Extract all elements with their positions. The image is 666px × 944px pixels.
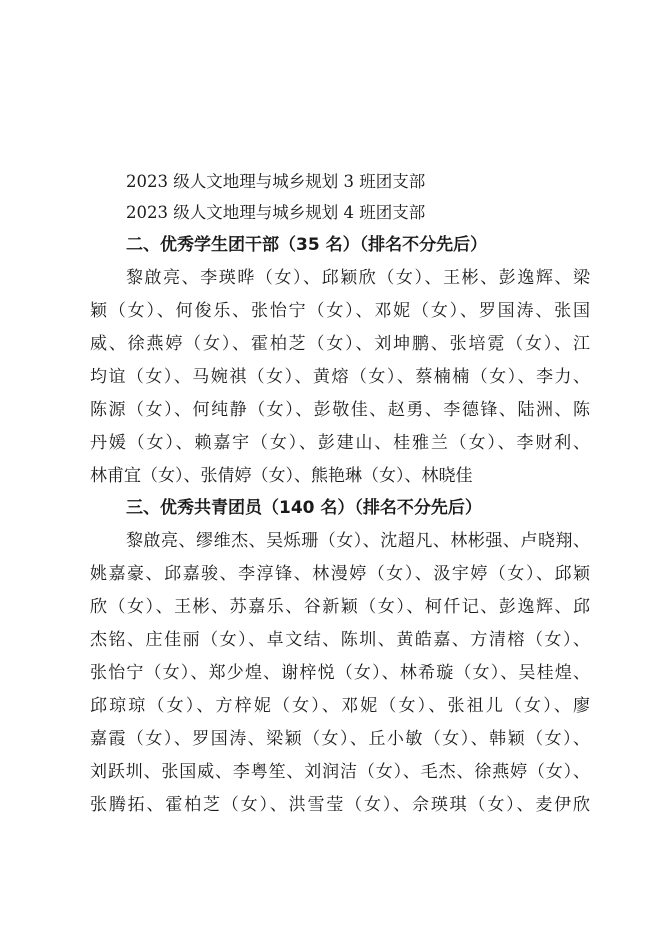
unit-line: 2023 级人文地理与城乡规划 4 班团支部 <box>126 203 426 222</box>
paragraph-line: 张怡宁（女）、郑少煌、谢梓悦（女）、林希璇（女）、吴桂煌、 <box>90 663 590 683</box>
paragraph-line: 丹媛（女）、赖嘉宇（女）、彭建山、桂雅兰（女）、李财利、 <box>90 433 590 453</box>
paragraph-line: 林甫宜（女）、张倩婷（女）、熊艳琳（女）、林晓佳 <box>90 466 473 486</box>
paragraph-line: 嘉霞（女）、罗国涛、梁颖（女）、丘小敏（女）、韩颖（女）、 <box>90 729 590 749</box>
paragraph-line: 杰铭、庄佳丽（女）、卓文结、陈圳、黄皓嘉、方清榕（女）、 <box>90 630 590 650</box>
unit-line: 2023 级人文地理与城乡规划 3 班团支部 <box>126 172 426 191</box>
paragraph-line: 刘跃圳、张国威、李粤笙、刘润洁（女）、毛杰、徐燕婷（女）、 <box>90 762 590 782</box>
paragraph-line: 颖（女）、何俊乐、张怡宁（女）、邓妮（女）、罗国涛、张国 <box>90 301 590 321</box>
paragraph-line: 威、徐燕婷（女）、霍柏芝（女）、刘坤鹏、张培霓（女）、江 <box>90 334 590 354</box>
paragraph-line: 张腾拓、霍柏芝（女）、洪雪莹（女）、佘瑛琪（女）、麦伊欣 <box>90 795 590 815</box>
paragraph-line: 陈源（女）、何纯静（女）、彭敬佳、赵勇、李德锋、陆洲、陈 <box>90 400 590 420</box>
section-heading-outstanding-members: 三、优秀共青团员（140 名）（排名不分先后） <box>126 498 482 518</box>
paragraph-line: 均谊（女）、马婉祺（女）、黄熔（女）、蔡楠楠（女）、李力、 <box>90 367 590 387</box>
paragraph-line: 黎啟亮、李瑛晔（女）、邱颖欣（女）、王彬、彭逸辉、梁 <box>126 268 590 288</box>
paragraph-line: 黎啟亮、缪维杰、吴烁珊（女）、沈超凡、林彬强、卢晓翔、 <box>126 531 590 551</box>
paragraph-line: 邱琼琼（女）、方梓妮（女）、邓妮（女）、张祖儿（女）、廖 <box>90 696 590 716</box>
paragraph-line: 姚嘉豪、邱嘉骏、李淳锋、林漫婷（女）、汲宇婷（女）、邱颖 <box>90 564 590 584</box>
paragraph-line: 欣（女）、王彬、苏嘉乐、谷新颖（女）、柯仟记、彭逸辉、邱 <box>90 597 590 617</box>
section-heading-outstanding-cadres: 二、优秀学生团干部（35 名）（排名不分先后） <box>126 235 488 255</box>
